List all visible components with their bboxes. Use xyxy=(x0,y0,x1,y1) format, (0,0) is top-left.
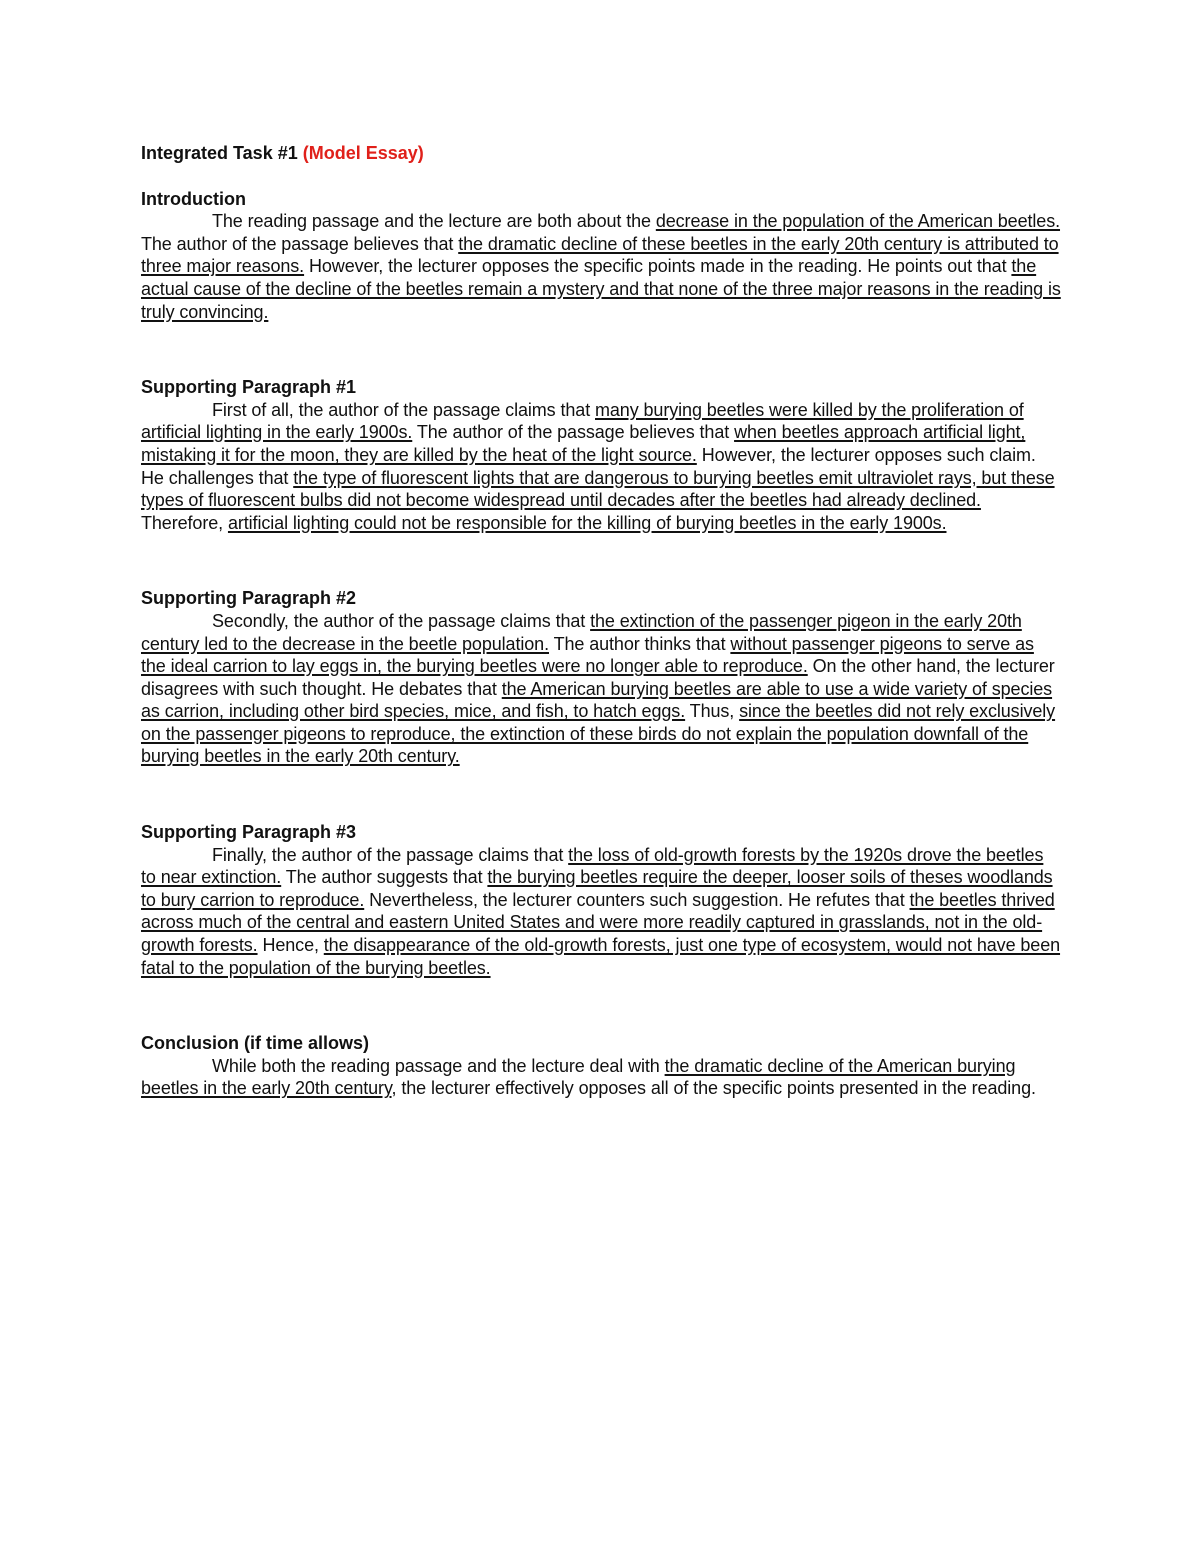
underlined-phrase: the type of fluorescent lights that are dangerous to burying beetles emit ultraviolet rays, but these types of fluorescent bulbs did not become widespread until decades after the beetles had already declined. xyxy=(141,467,1055,511)
text-run: However, the lecturer opposes such claim. He challenges that xyxy=(141,444,1036,488)
text-run: Thus, xyxy=(685,701,740,722)
underlined-phrase: the dramatic decline of these beetles in the early 20th century is attributed to three major reasons. xyxy=(141,233,1059,277)
text-run: Therefore, xyxy=(141,512,228,533)
underlined-phrase: the loss of old-growth forests by the 1920s drove the beetles to near extinction. xyxy=(141,844,1044,888)
essay-page xyxy=(141,142,1061,1100)
title-main: Integrated Task #1 xyxy=(141,143,303,163)
text-run: On the other hand, the lecturer disagrees with such thought. He debates that xyxy=(141,656,1055,699)
underlined-phrase: decrease in the population of the American beetles. xyxy=(655,211,1061,232)
text-run: , the lecturer effectively opposes all of the specific points presented in the reading. xyxy=(391,1078,1036,1099)
section-paragraph xyxy=(141,399,1061,535)
section-paragraph xyxy=(141,610,1061,768)
text-run: Nevertheless, the lecturer counters such suggestion. He refutes that xyxy=(364,889,910,910)
text-run: The author of the passage believes that xyxy=(412,422,735,443)
underlined-phrase: artificial lighting could not be responsible for the killing of burying beetles in the early 1900s. xyxy=(227,512,947,533)
text-run: However, the lecturer opposes the specific points made in the reading. He points out that xyxy=(304,256,1012,277)
underlined-phrase: the dramatic decline of the American burying beetles in the early 20th century xyxy=(141,1055,1016,1099)
section-supporting-3 xyxy=(141,821,1061,979)
section-heading: Supporting Paragraph #1 xyxy=(141,377,357,398)
document-title xyxy=(141,142,1061,165)
text-run: The author thinks that xyxy=(549,633,731,654)
text-run: First of all, the author of the passage claims that xyxy=(212,399,595,420)
underlined-phrase: the American burying beetles are able to use a wide variety of species as carrion, including other bird species, mice, and fish, to hatch eggs. xyxy=(141,678,1053,722)
section-heading: Introduction xyxy=(141,188,246,209)
section-supporting-1 xyxy=(141,376,1061,534)
underlined-phrase: since the beetles did not rely exclusively on the passenger pigeons to reproduce, the extinction of these birds do not explain the population downfall of the burying beetles in the early 20th century. xyxy=(141,701,1056,767)
underlined-phrase: many burying beetles were killed by the proliferation of artificial lighting in the early 1900s. xyxy=(141,399,1024,443)
section-conclusion xyxy=(141,1032,1061,1100)
underlined-phrase: when beetles approach artificial light, mistaking it for the moon, they are killed by the heat of the light source. xyxy=(141,422,1026,465)
section-introduction xyxy=(141,188,1061,324)
section-heading: Supporting Paragraph #3 xyxy=(141,822,357,843)
section-supporting-2 xyxy=(141,587,1061,768)
underlined-phrase: without passenger pigeons to serve as the ideal carrion to lay eggs in, the burying beetles were no longer able to reproduce. xyxy=(141,633,1034,677)
section-heading: Supporting Paragraph #2 xyxy=(141,588,357,609)
section-paragraph xyxy=(141,1055,1061,1100)
section-heading: Conclusion (if time allows) xyxy=(141,1033,370,1054)
text-run: Finally, the author of the passage claims that xyxy=(212,844,569,865)
section-paragraph xyxy=(141,210,1061,323)
text-run: The reading passage and the lecture are both about the xyxy=(212,211,656,232)
underlined-phrase: the disappearance of the old-growth forests, just one type of ecosystem, would not have been fatal to the population of the burying beetles. xyxy=(141,935,1061,978)
section-paragraph xyxy=(141,844,1061,980)
text-run: While both the reading passage and the lecture deal with xyxy=(212,1055,665,1076)
text-run: The author suggests that xyxy=(281,867,488,888)
text-run: The author of the passage believes that xyxy=(141,233,459,254)
text-run: Hence, xyxy=(257,935,324,956)
underlined-phrase: the beetles thrived across much of the central and eastern United States and were more readily captured in grasslands, not in the old-growth forests. xyxy=(141,889,1055,956)
underlined-phrase: the actual cause of the decline of the beetles remain a mystery and that none of the three major reasons in the reading is truly convincing. xyxy=(141,256,1061,322)
text-run: Secondly, the author of the passage claims that xyxy=(212,610,591,631)
title-accent: (Model Essay) xyxy=(302,143,424,163)
underlined-phrase: the burying beetles require the deeper, looser soils of theses woodlands to bury carrion to reproduce. xyxy=(141,867,1053,910)
underlined-phrase: the extinction of the passenger pigeon in the early 20th century led to the decrease in the beetle population. xyxy=(141,610,1022,654)
